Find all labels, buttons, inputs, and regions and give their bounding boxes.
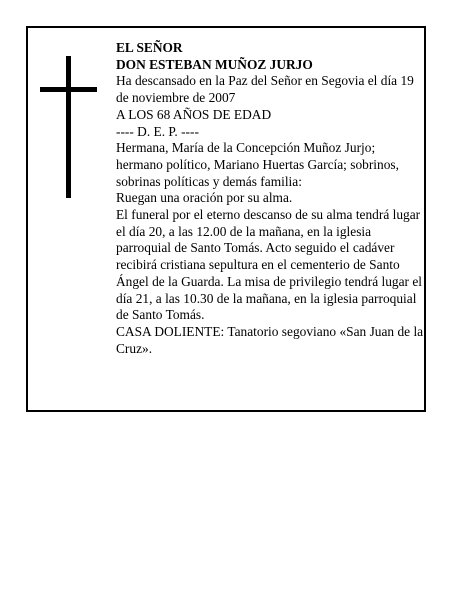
deceased-title: EL SEÑOR — [116, 40, 183, 55]
latin-cross-icon — [40, 56, 97, 198]
obituary-notice-frame — [26, 26, 426, 412]
prayer-request: Ruegan una oración por su alma. — [116, 190, 293, 206]
age-at-death: A LOS 68 AÑOS DE EDAD — [116, 106, 272, 122]
mourning-house: CASA DOLIENTE: Tanatorio segoviano «San Juan de la Cruz». — [116, 323, 424, 356]
rest-in-peace-line: ---- D. E. P. ---- — [116, 123, 199, 139]
cross-vertical-bar — [66, 56, 71, 198]
death-info: Ha descansado en la Paz del Señor en Segovia el día 19 de noviembre de 2007 — [116, 73, 414, 106]
funeral-details: El funeral por el eterno descanso de su alma tendrá lugar el día 20, a las 12.00 de la mañana, en la iglesia parroquial de Santo Tomás. Acto seguido el cadáver recibirá cristiana sepultura en el cementerio de Santo Ángel de la Guarda. La misa de privilegio tendrá lugar el día 21, a las 10.30 de la mañana, en la iglesia parroquial de Santo Tomás. — [116, 207, 423, 323]
cross-horizontal-bar — [40, 87, 97, 92]
family-list: Hermana, María de la Concepción Muñoz Jurjo; hermano político, Mariano Huertas García; sobrinos, sobrinas políticas y demás familia: — [116, 140, 399, 189]
obituary-text-block — [116, 40, 424, 357]
deceased-name: DON ESTEBAN MUÑOZ JURJO — [116, 56, 313, 72]
